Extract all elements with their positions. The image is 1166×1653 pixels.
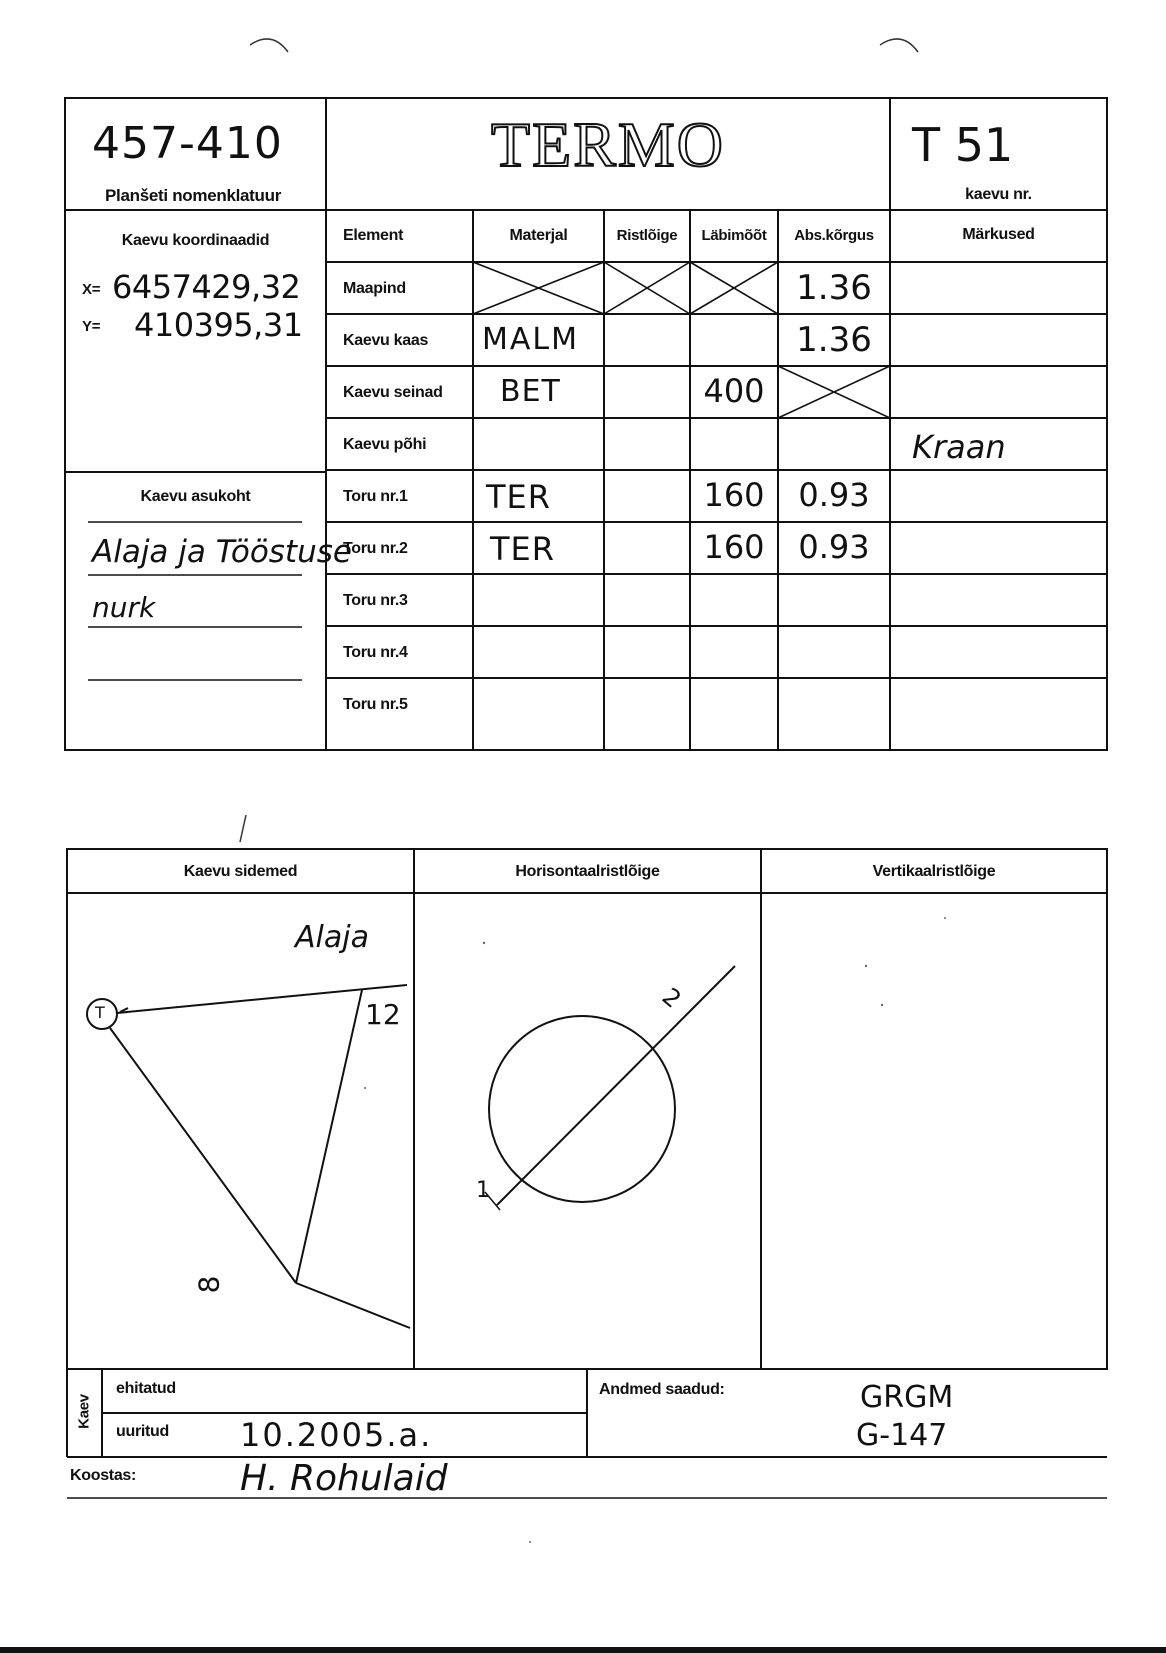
pipe-2-marker: 2	[656, 982, 687, 1014]
row-element: Toru nr.4	[343, 644, 408, 661]
nomenclature-label: Planšeti nomenklatuur	[105, 186, 282, 205]
row-element: Toru nr.1	[343, 488, 408, 505]
sketch-header-horizontal: Horisontaalristlõige	[515, 863, 660, 880]
horizontal-section-sketch	[485, 966, 735, 1210]
sketch-header-links: Kaevu sidemed	[183, 863, 298, 880]
header-abs-height: Abs.kõrgus	[794, 227, 874, 244]
header-element: Element	[343, 227, 404, 244]
row-material: TER	[490, 530, 555, 568]
pipe-1-marker: 1	[476, 1178, 490, 1203]
nomenclature-value: 457-410	[92, 118, 283, 169]
row-diameter: 400	[703, 372, 765, 410]
header-cross-section: Ristlõige	[616, 227, 678, 244]
location-label: Kaevu asukoht	[140, 488, 251, 505]
well-marker-symbol: T	[95, 1003, 105, 1022]
compiled-label: Koostas:	[70, 1467, 137, 1484]
row-element: Maapind	[343, 280, 406, 297]
row-abs-height: 0.93	[798, 476, 870, 514]
y-coordinate-value: 410395,31	[134, 306, 303, 344]
compiled-value: H. Rohulaid	[240, 1458, 448, 1499]
page-title: TERMO	[491, 109, 725, 180]
location-line-2: nurk	[92, 591, 156, 624]
data-source-line-2: G-147	[856, 1418, 948, 1453]
row-element: Kaevu seinad	[343, 384, 443, 401]
x-coordinate-value: 6457429,32	[112, 268, 301, 306]
row-remarks: Kraan	[912, 428, 1006, 466]
row-abs-height: 0.93	[798, 528, 870, 566]
row-element: Kaevu kaas	[343, 332, 429, 349]
data-source-line-1: GRGM	[860, 1380, 954, 1415]
row-element: Toru nr.3	[343, 592, 408, 609]
row-element: Kaevu põhi	[343, 436, 427, 453]
row-material: BET	[500, 374, 561, 409]
row-element: Toru nr.5	[343, 696, 408, 713]
links-distance-b: 8	[192, 1275, 226, 1294]
header-material: Materjal	[509, 227, 568, 244]
built-label: ehitatud	[116, 1380, 176, 1397]
x-label: X=	[82, 281, 101, 298]
sketch-header-vertical: Vertikaalristlõige	[872, 863, 996, 880]
well-number-value: T 51	[912, 118, 1014, 172]
surveyed-value: 10.2005.a.	[240, 1416, 433, 1454]
coordinates-label: Kaevu koordinaadid	[121, 232, 270, 249]
header-remarks: Märkused	[962, 226, 1035, 243]
y-label: Y=	[82, 318, 101, 335]
row-material: TER	[486, 478, 551, 516]
links-distance-a: 12	[365, 998, 401, 1031]
surveyed-label: uuritud	[116, 1423, 169, 1440]
row-abs-height: 1.36	[796, 268, 872, 308]
row-element: Toru nr.2	[343, 540, 408, 557]
well-vertical-label: Kaev	[75, 1394, 93, 1429]
row-diameter: 160	[703, 476, 765, 514]
row-abs-height: 1.36	[796, 320, 872, 360]
data-source-label: Andmed saadud:	[599, 1381, 725, 1398]
header-diameter: Läbimõõt	[701, 227, 767, 244]
row-diameter: 160	[703, 528, 765, 566]
links-street-label: Alaja	[295, 920, 369, 955]
location-line-1: Alaja ja Tööstuse	[92, 534, 352, 570]
well-number-label: kaevu nr.	[965, 186, 1032, 203]
links-sketch	[87, 985, 410, 1328]
row-material: MALM	[482, 322, 580, 357]
